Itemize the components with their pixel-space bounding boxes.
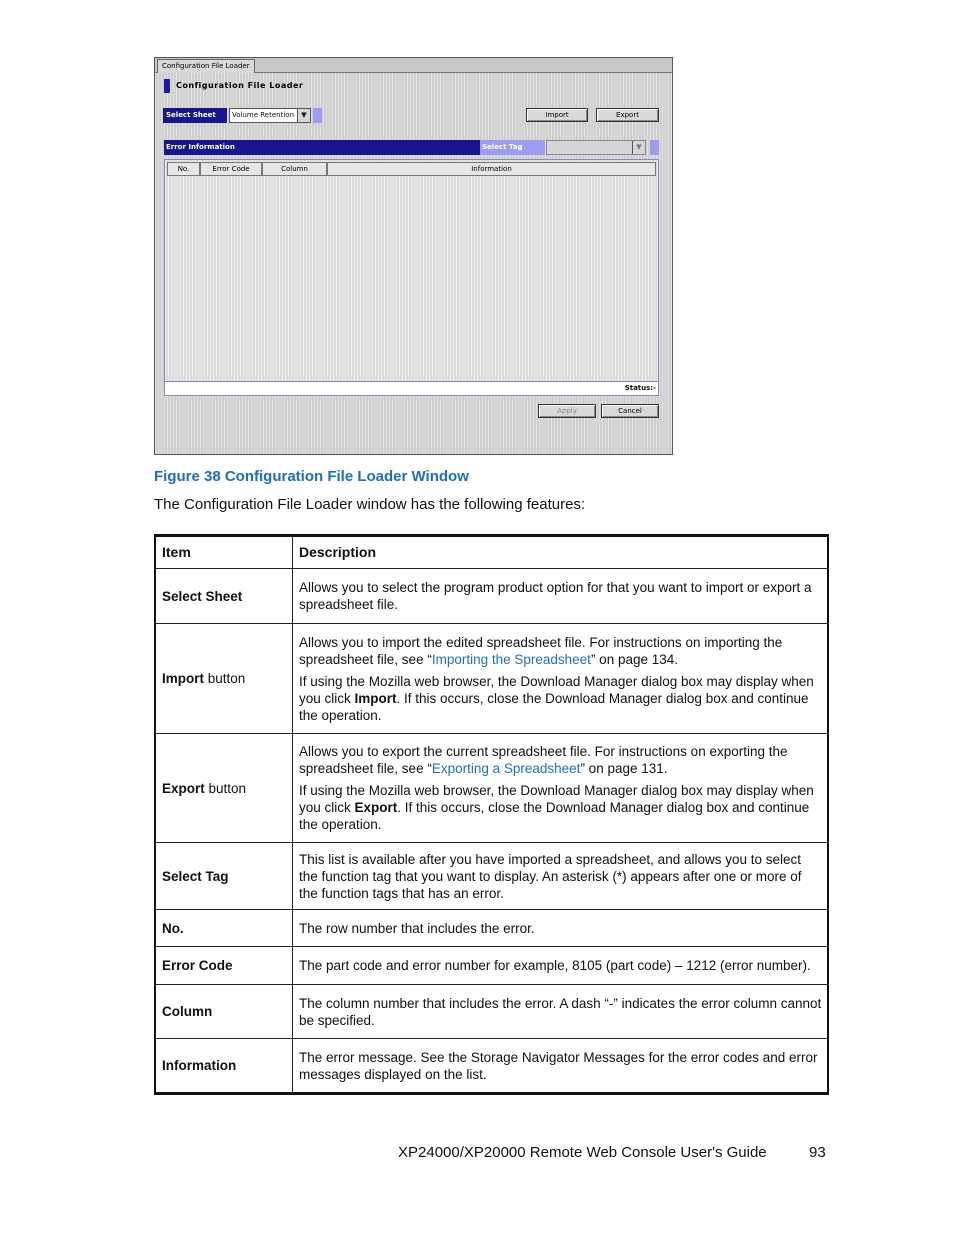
table-header-row [155,536,828,569]
table-row [155,569,828,624]
row-description: The part code and error number for example, 8105 (part code) – 1212 (error number). [293,947,829,985]
features-table [154,534,829,1095]
row-description: Allows you to import the edited spreadsheet file. For instructions on importing the spreadsheet file, see “Importing the Spreadsheet” on page 134. If using the Mozilla web browser, the Download Manager dialog box may display when you click Import. If this occurs, close the Download Manager dialog box and continue the operation. [293,624,829,734]
column-header-column[interactable]: Column [262,162,327,176]
header-description: Description [293,536,829,569]
column-header-error-code[interactable]: Error Code [200,162,262,176]
row-description: Allows you to export the current spreadsheet file. For instructions on exporting the spreadsheet file, see “Exporting a Spreadsheet” on page 131. If using the Mozilla web browser, the Download Manager dialog box may display when you click Export. If this occurs, close the Download Manager dialog box and continue the operation. [293,734,829,843]
status-bar: Status:- [164,381,659,396]
table-row [155,947,828,985]
table-row [155,910,828,947]
row-description: The column number that includes the error. A dash “-” indicates the error column cannot be specified. [293,985,829,1039]
select-tag-label: Select Tag [480,140,545,155]
table-row [155,1039,828,1094]
error-list-header [167,162,656,176]
row-item: Import button [155,624,293,734]
window-title: Configuration File Loader [176,81,304,90]
chevron-down-icon[interactable]: ▼ [632,141,645,154]
error-list-table[interactable] [164,159,659,396]
footer-document-title: XP24000/XP20000 Remote Web Console User's Guide [398,1144,767,1161]
tab-strip [155,58,672,73]
chevron-down-icon[interactable]: ▼ [297,109,310,122]
select-sheet-accent [313,108,322,123]
table-row [155,624,828,734]
intro-paragraph: The Configuration File Loader window has the following features: [154,496,586,513]
cancel-button[interactable]: Cancel [601,404,659,418]
select-tag-accent [650,140,659,155]
importing-spreadsheet-link[interactable]: Importing the Spreadsheet [431,651,591,667]
select-tag-dropdown[interactable] [546,140,646,155]
import-button[interactable]: Import [526,108,588,122]
select-sheet-label: Select Sheet [163,108,227,123]
tab-configuration-file-loader[interactable]: Configuration File Loader [157,59,255,73]
row-description: The error message. See the Storage Navigator Messages for the error codes and error messages displayed on the list. [293,1039,829,1094]
row-description: The row number that includes the error. [293,910,829,947]
column-header-information[interactable]: Information [327,162,656,176]
table-row [155,843,828,910]
row-item: Select Tag [155,843,293,910]
error-information-header: Error Information [164,140,480,155]
row-item: Information [155,1039,293,1094]
row-item: Export button [155,734,293,843]
apply-button[interactable]: Apply [538,404,596,418]
page-number: 93 [809,1144,826,1161]
row-item: Error Code [155,947,293,985]
configuration-file-loader-screenshot [154,57,673,455]
figure-caption: Figure 38 Configuration File Loader Window [154,468,469,485]
row-item: No. [155,910,293,947]
column-header-no[interactable]: No. [167,162,200,176]
select-sheet-value: Volume Retention [232,111,295,119]
table-row [155,734,828,843]
row-item: Column [155,985,293,1039]
row-item: Select Sheet [155,569,293,624]
exporting-spreadsheet-link[interactable]: Exporting a Spreadsheet [431,761,581,776]
select-sheet-dropdown[interactable] [229,108,311,123]
header-item: Item [155,536,293,569]
title-marker [164,79,170,93]
export-button[interactable]: Export [596,108,659,122]
row-description: This list is available after you have imported a spreadsheet, and allows you to select the function tag that you want to display. An asterisk (*) appears after one or more of the function tags that has an error. [293,843,829,910]
table-row [155,985,828,1039]
row-description: Allows you to select the program product option for that you want to import or export a spreadsheet file. [293,569,829,624]
